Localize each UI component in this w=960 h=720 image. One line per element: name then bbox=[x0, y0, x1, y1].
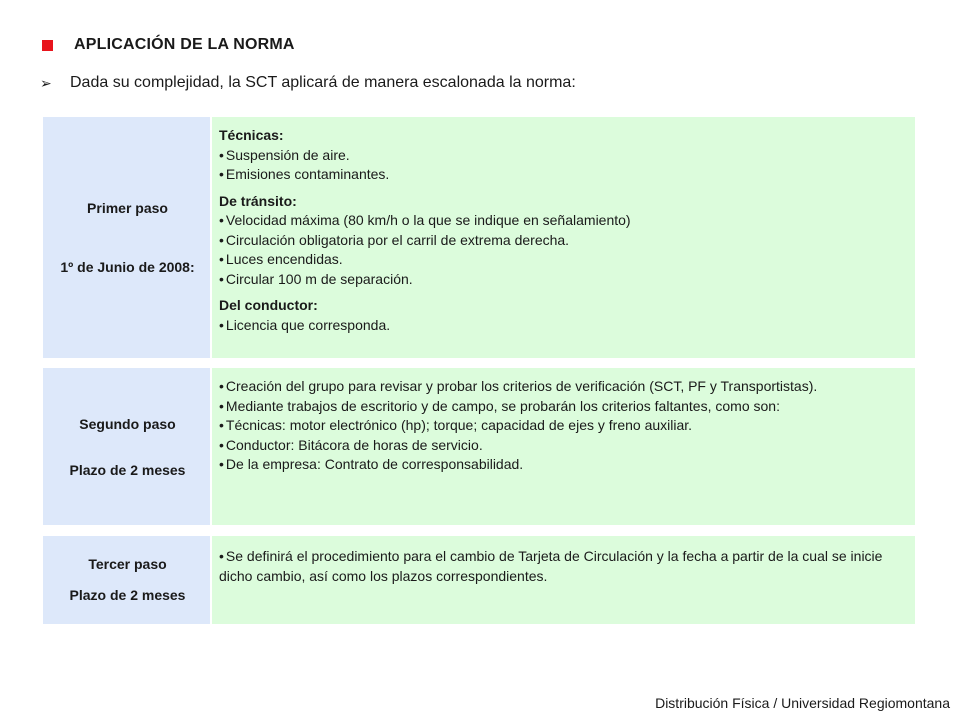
arrow-bullet-icon: ➢ bbox=[40, 74, 52, 91]
step-label: Segundo paso bbox=[79, 415, 176, 432]
step-content-cell bbox=[212, 368, 915, 525]
page-title: APLICACIÓN DE LA NORMA bbox=[74, 36, 295, 53]
bullet-item: • Velocidad máxima (80 km/h o la que se indique en señalamiento) bbox=[219, 211, 907, 231]
step-label: Tercer paso bbox=[88, 555, 167, 572]
bullet-item: • Luces encendidas. bbox=[219, 250, 907, 270]
section-heading: Del conductor: bbox=[219, 297, 318, 313]
bullet-item: • Licencia que corresponda. bbox=[219, 316, 907, 336]
bullet-item: • De la empresa: Contrato de corresponsabilidad. bbox=[219, 455, 907, 475]
intro-line bbox=[40, 74, 576, 92]
section-heading: De tránsito: bbox=[219, 192, 297, 209]
section-heading: Técnicas: bbox=[219, 127, 284, 143]
step-label-cell bbox=[43, 117, 210, 358]
bullet-item: • Emisiones contaminantes. bbox=[219, 165, 907, 185]
bullet-item: • Circulación obligatoria por el carril de extrema derecha. bbox=[219, 231, 907, 251]
intro-text: Dada su complejidad, la SCT aplicará de manera escalonada la norma: bbox=[70, 74, 576, 91]
step-content-cell bbox=[212, 536, 915, 624]
step-label-cell bbox=[43, 368, 210, 525]
bullet-item: • Suspensión de aire. bbox=[219, 146, 907, 166]
bullet-item: • Creación del grupo para revisar y probar los criterios de verificación (SCT, PF y Transportistas). bbox=[219, 377, 907, 397]
section-title bbox=[42, 36, 295, 54]
step-label-cell bbox=[43, 536, 210, 624]
step-second bbox=[43, 368, 915, 525]
step-sublabel: 1º de Junio de 2008: bbox=[60, 259, 195, 275]
bullet-item: • Circular 100 m de separación. bbox=[219, 270, 907, 290]
footer-text: Distribución Física / Universidad Regiomontana bbox=[655, 695, 950, 711]
step-third bbox=[43, 536, 915, 624]
bullet-item: • Se definirá el procedimiento para el cambio de Tarjeta de Circulación y la fecha a partir de la cual se inicie dicho cambio, así como los plazos correspondientes. bbox=[219, 546, 907, 586]
bullet-item: • Conductor: Bitácora de horas de servicio. bbox=[219, 436, 907, 456]
step-content-cell bbox=[212, 117, 915, 358]
red-square-bullet-icon bbox=[42, 40, 53, 51]
step-label: Primer paso bbox=[87, 200, 168, 216]
bullet-item: • Técnicas: motor electrónico (hp); torque; capacidad de ejes y freno auxiliar. bbox=[219, 416, 907, 436]
step-first bbox=[43, 117, 915, 358]
step-sublabel: Plazo de 2 meses bbox=[69, 586, 186, 603]
step-sublabel: Plazo de 2 meses bbox=[69, 461, 186, 478]
bullet-item: • Mediante trabajos de escritorio y de campo, se probarán los criterios faltantes, como son: bbox=[219, 397, 907, 417]
